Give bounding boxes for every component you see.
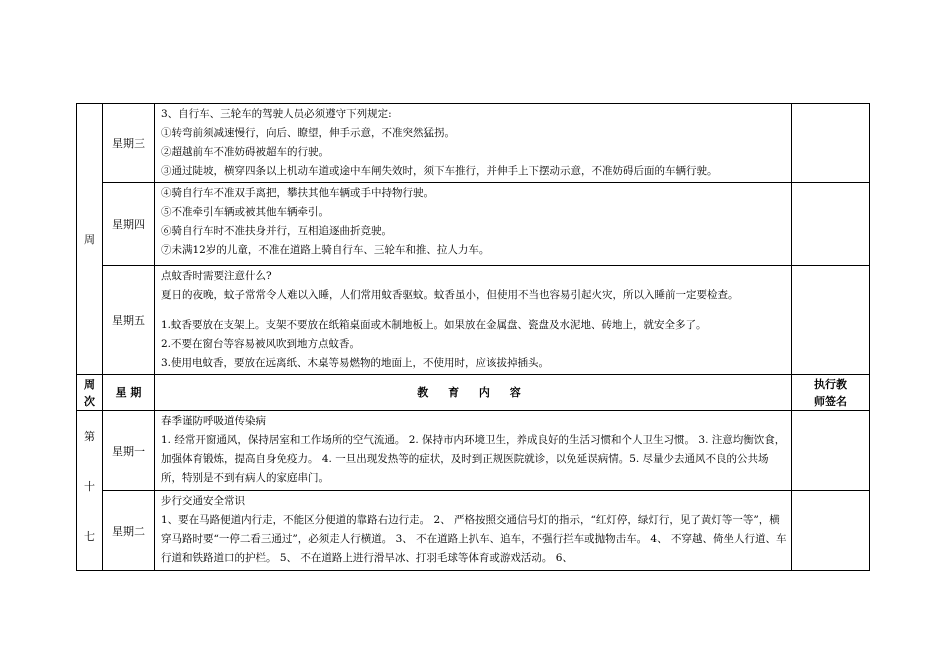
week-char: 十 <box>84 480 95 493</box>
header-week-line: 周 <box>84 377 95 391</box>
safety-education-table <box>76 103 870 571</box>
signature-cell <box>792 183 870 266</box>
content-line <box>161 305 787 316</box>
content-body: 1. 经常开窗通风，保持居室和工作场所的空气流通。 2. 保持市内环境卫生，养成良好的生活习惯和个人卫生习惯。 3. 注意均衡饮食，加强体育锻炼，提高自身免疫力。 4. 一旦出现发热等的症状，及时到正规医院就诊，以免延误病情。5. 尽量少去通风不良的公共场所，特别是不到有病人的家庭串门。 <box>161 434 786 484</box>
content-line: ⑤不准牵引车辆或被其他车辆牵引。 <box>161 206 329 218</box>
content-cell <box>155 411 792 491</box>
table-row <box>77 411 870 491</box>
header-content: 教 育 内 容 <box>155 375 792 411</box>
day-label: 星期五 <box>112 314 145 327</box>
week-char: 七 <box>84 530 95 543</box>
content-line: ⑦未满12岁的儿童，不准在道路上骑自行车、三轮车和推、拉人力车。 <box>161 244 490 256</box>
signature-cell <box>792 266 870 375</box>
signature-cell <box>792 491 870 571</box>
week-cell <box>77 104 103 375</box>
day-label: 星期四 <box>112 218 145 231</box>
content-cell <box>155 491 792 571</box>
content-title: 春季谨防呼吸道传染病 <box>161 415 266 427</box>
header-sign-line: 师签名 <box>814 394 847 408</box>
content-cell <box>155 266 792 375</box>
week-cell <box>77 411 103 571</box>
header-signature <box>792 375 870 411</box>
content-line: 3、自行车、三轮车的驾驶人员必须遵守下列规定: <box>161 108 392 120</box>
content-line: ⑥骑自行车时不准扶身并行，互相追逐曲折竞驶。 <box>161 225 392 237</box>
content-line: 点蚊香时需要注意什么? <box>161 270 272 282</box>
content-title: 步行交通安全常识 <box>161 495 245 507</box>
signature-cell <box>792 104 870 183</box>
day-label: 星期一 <box>112 444 145 458</box>
day-cell <box>103 266 155 375</box>
content-cell <box>155 104 792 183</box>
header-week <box>77 375 103 411</box>
day-cell <box>103 411 155 491</box>
content-line: 1.蚊香要放在支架上。支架不要放在纸箱桌面或木制地板上。如果放在金属盘、瓷盘及水泥地、砖地上，就安全多了。 <box>161 319 707 331</box>
content-line: ①转弯前须减速慢行，向后、瞭望，伸手示意，不准突然猛拐。 <box>161 127 455 139</box>
signature-cell <box>792 411 870 491</box>
content-line: 2.不要在窗台等容易被风吹到地方点蚊香。 <box>161 338 361 350</box>
week-char: 周 <box>84 233 95 246</box>
header-sign-line: 执行教 <box>814 377 847 391</box>
day-label: 星期三 <box>112 137 145 150</box>
content-line: 3.使用电蚊香，要放在远离纸、木桌等易燃物的地面上，不使用时，应该拔掉插头。 <box>161 357 550 369</box>
content-line: ②超越前车不准妨碍被超车的行驶。 <box>161 146 329 158</box>
content-cell <box>155 183 792 266</box>
day-cell <box>103 183 155 266</box>
table-row <box>77 491 870 571</box>
week-char: 第 <box>84 430 95 443</box>
content-line: ③通过陡坡，横穿四条以上机动车道或途中车闸失效时，须下车推行，并伸手上下摆动示意，不准妨碍后面的车辆行驶。 <box>161 165 718 177</box>
content-body: 1、要在马路便道内行走，不能区分便道的靠路右边行走。 2、 严格按照交通信号灯的指示，“红灯停，绿灯行，见了黄灯等一等”，横穿马路时要“一停二看三通过”，必须走人行横道。 3、 不在道路上扒车、追车，不强行拦车或抛物击车。 4、 不穿越、倚坐人行道、车行道和铁路道口的护栏。 5、 不在道路上进行滑旱冰、打羽毛球等体育或游戏活动。 6、 <box>161 514 787 564</box>
table-row <box>77 104 870 183</box>
content-line: ④骑自行车不准双手离把，攀扶其他车辆或手中持物行驶。 <box>161 187 434 199</box>
content-line: 夏日的夜晚，蚊子常常令人难以入睡，人们常用蚊香驱蚊。蚊香虽小，但使用不当也容易引起火灾，所以入睡前一定要检查。 <box>161 289 739 301</box>
header-week-line: 次 <box>84 394 95 408</box>
table-row <box>77 266 870 375</box>
day-cell <box>103 491 155 571</box>
table-row <box>77 183 870 266</box>
day-label: 星期二 <box>112 524 145 538</box>
day-cell <box>103 104 155 183</box>
header-day: 星 期 <box>103 375 155 411</box>
header-row <box>77 375 870 411</box>
